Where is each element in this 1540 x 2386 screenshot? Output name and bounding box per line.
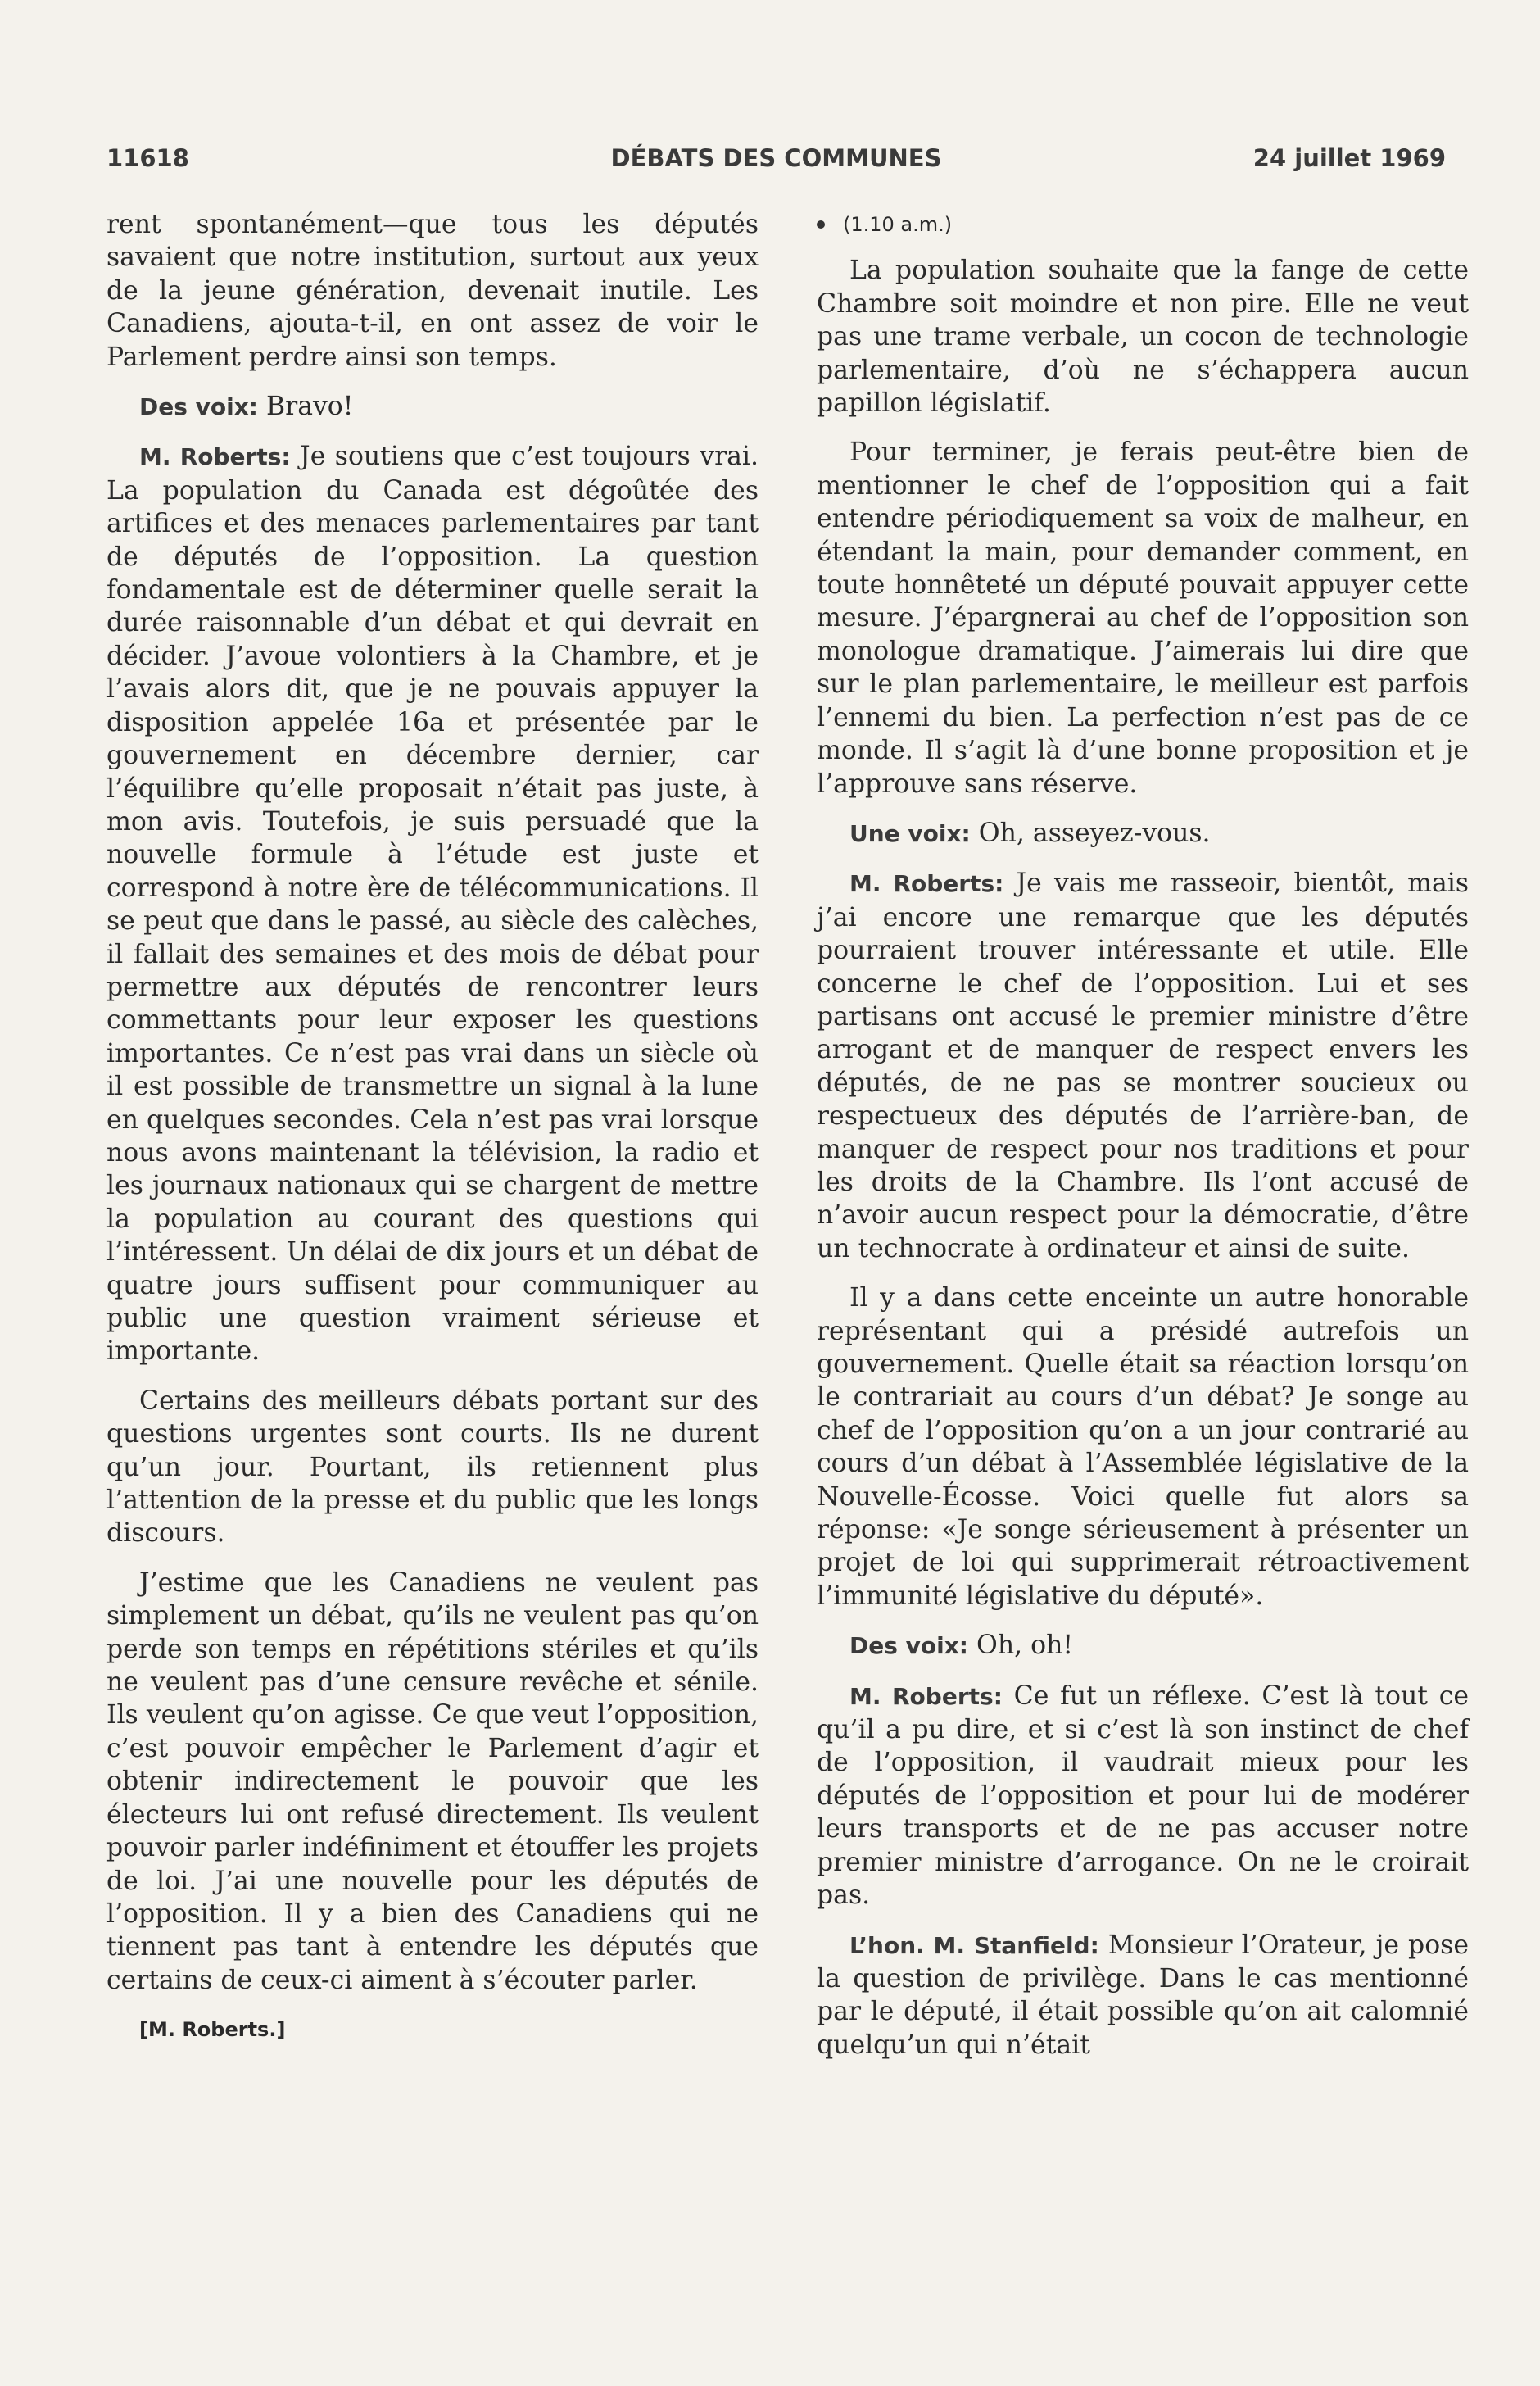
speech-text: Oh, asseyez-vous. [970, 818, 1211, 848]
speech-text: Je vais me rasseoir, bientôt, mais j’ai encore une remarque que les députés pourraient trouver intéressante et utile. Elle concerne le chef de l’opposition. Lui et ses partisans ont accusé le premier ministre d’être arrogant et de manquer de respect envers les députés, de ne pas se montrer soucieux ou respectueux des députés de l’arrière-ban, de manquer de respect pour nos traditions et pour les droits de la Chambre. Ils l’ont accusé de n’avoir aucun respect pour la démocratie, d’être un technocrate à ordinateur et ainsi de suite. [817, 869, 1470, 1263]
publication-title: DÉBATS DES COMMUNES [610, 144, 942, 172]
paragraph: Il y a dans cette enceinte un autre honorable représentant qui a présidé autrefois un gouvernement. Quelle était sa réaction lorsqu’on le contrariait au cours d’un débat? Je songe au chef de l’opposition qu’on a un jour contrarié au cours d’un débat à l’Assemblée législative de la Nouvelle-Écosse. Voici quelle fut alors sa réponse: «Je songe sérieusement à présenter un projet de loi qui supprimerait rétroactivement l’immunité législative du député». [817, 1283, 1469, 1611]
speaker-attribution: [M. Roberts.] [139, 2018, 286, 2042]
right-column [817, 208, 1469, 2078]
timestamp-text: (1.10 a.m.) [843, 213, 953, 236]
speech-paragraph [106, 440, 759, 1368]
interjection [817, 817, 1469, 851]
paragraph: J’estime que les Canadiens ne veulent pas simplement un débat, qu’ils ne veulent pas qu’on perde son temps en répétitions stériles et qu’ils ne veulent pas d’une censure revêche et sénile. Ils veulent qu’on agisse. Ce que veut l’opposition, c’est pouvoir empêcher le Parlement d’agir et obtenir indirectement le pouvoir que les électeurs lui ont refusé directement. Ils veulent pouvoir parler indéfiniment et étouffer les projets de loi. J’ai une nouvelle pour les députés de l’opposition. Il y a bien des Canadiens qui ne tiennent pas tant à entendre les députés que certains de ceux-ci aiment à s’écouter parler. [106, 1567, 759, 1995]
speech-text: Ce fut un réflexe. C’est là tout ce qu’il a pu dire, et si c’est là son instinct de chef de l’opposition, il vaudrait mieux pour les députés de l’opposition et pour lui de modérer leurs transports et de ne pas accuser notre premier ministre d’arrogance. On ne le croirait pas. [817, 1681, 1469, 1911]
paragraph: Certains des meilleurs débats portant sur des questions urgentes sont courts. Ils ne durent qu’un jour. Pourtant, ils retiennent plus l’attention de la presse et du public que les longs discours. [106, 1386, 759, 1549]
speech-text: Je soutiens que c’est toujours vrai. La population du Canada est dégoûtée des artifices et des menaces parlementaires par tant de députés de l’opposition. La question fondamentale est de déterminer quelle serait la durée raisonnable d’un débat et qui devrait en décider. J’avoue volontiers à la Chambre, et je l’avais alors dit, que je ne pouvais appuyer la disposition appelée 16a et présentée par le gouvernement en décembre dernier, car l’équilibre qu’elle proposait n’était pas juste, à mon avis. Toutefois, je suis persuadé que la nouvelle formule à l’étude est juste et correspond à notre ère de télécommunications. Il se peut que dans le passé, au siècle des calèches, il fallait des semaines et des mois de débat pour permettre aux députés de rencontrer leurs commettants pour leur exposer les questions importantes. Ce n’est pas vrai dans un siècle où il est possible de transmettre un signal à la lune en quelques secondes. Cela n’est pas vrai lorsque nous avons maintenant la télévision, la radio et les journaux nationaux qui se chargent de mettre la population au courant des questions qui l’intéressent. Un délai de dix jours et un débat de quatre jours suffisent pour communiquer au public une question vraiment sérieuse et importante. [106, 442, 759, 1367]
left-column [106, 208, 759, 2047]
speaker-name: Une voix: [849, 819, 971, 847]
speech-text: Monsieur l’Orateur, je pose la question de privilège. Dans le cas mentionné par le député, il était possible qu’on ait calomnié quelqu’un qui n’était [817, 1930, 1469, 2060]
publication-date: 24 juillet 1969 [1252, 144, 1446, 172]
speech-paragraph [817, 1929, 1469, 2062]
page-number: 11618 [106, 144, 189, 172]
speaker-name: Des voix: [849, 1632, 968, 1660]
bullet-icon [817, 220, 825, 229]
speaker-name: M. Roberts: [139, 443, 291, 471]
speech-paragraph [817, 1680, 1469, 1912]
speaker-name: L’hon. M. Stanfield: [849, 1931, 1099, 1959]
speaker-name: Des voix: [139, 393, 258, 421]
timestamp [817, 208, 1469, 241]
paragraph: La population souhaite que la fange de cette Chambre soit moindre et non pire. Elle ne veut pas une trame verbale, un cocon de technologie parlementaire, d’où ne s’échappera aucun papillon législatif. [817, 256, 1469, 419]
interjection [106, 390, 759, 424]
speech-text: Oh, oh! [968, 1631, 1074, 1661]
speech-paragraph [817, 867, 1469, 1265]
speaker-name: M. Roberts: [849, 870, 1004, 898]
page-header [106, 144, 1446, 185]
paragraph: rent spontanément—que tous les députés savaient que notre institution, surtout aux yeux de la jeune génération, devenait inutile. Les Canadiens, ajouta-t-il, en ont assez de voir le Parlement perdre ainsi son temps. [106, 210, 759, 372]
speech-text: Bravo! [258, 392, 354, 422]
paragraph: Pour terminer, je ferais peut-être bien de mentionner le chef de l’opposition qui a fait entendre périodiquement sa voix de malheur, en étendant la main, pour demander comment, en toute honnêteté un député pouvait appuyer cette mesure. J’épargnerai au chef de l’opposition son monologue dramatique. J’aimerais lui dire que sur le plan parlementaire, le meilleur est parfois l’ennemi du bien. La perfection n’est pas de ce monde. Il s’agit là d’une bonne proposition et je l’approuve sans réserve. [817, 438, 1469, 799]
interjection [817, 1629, 1469, 1662]
speaker-name: M. Roberts: [849, 1682, 1003, 1710]
